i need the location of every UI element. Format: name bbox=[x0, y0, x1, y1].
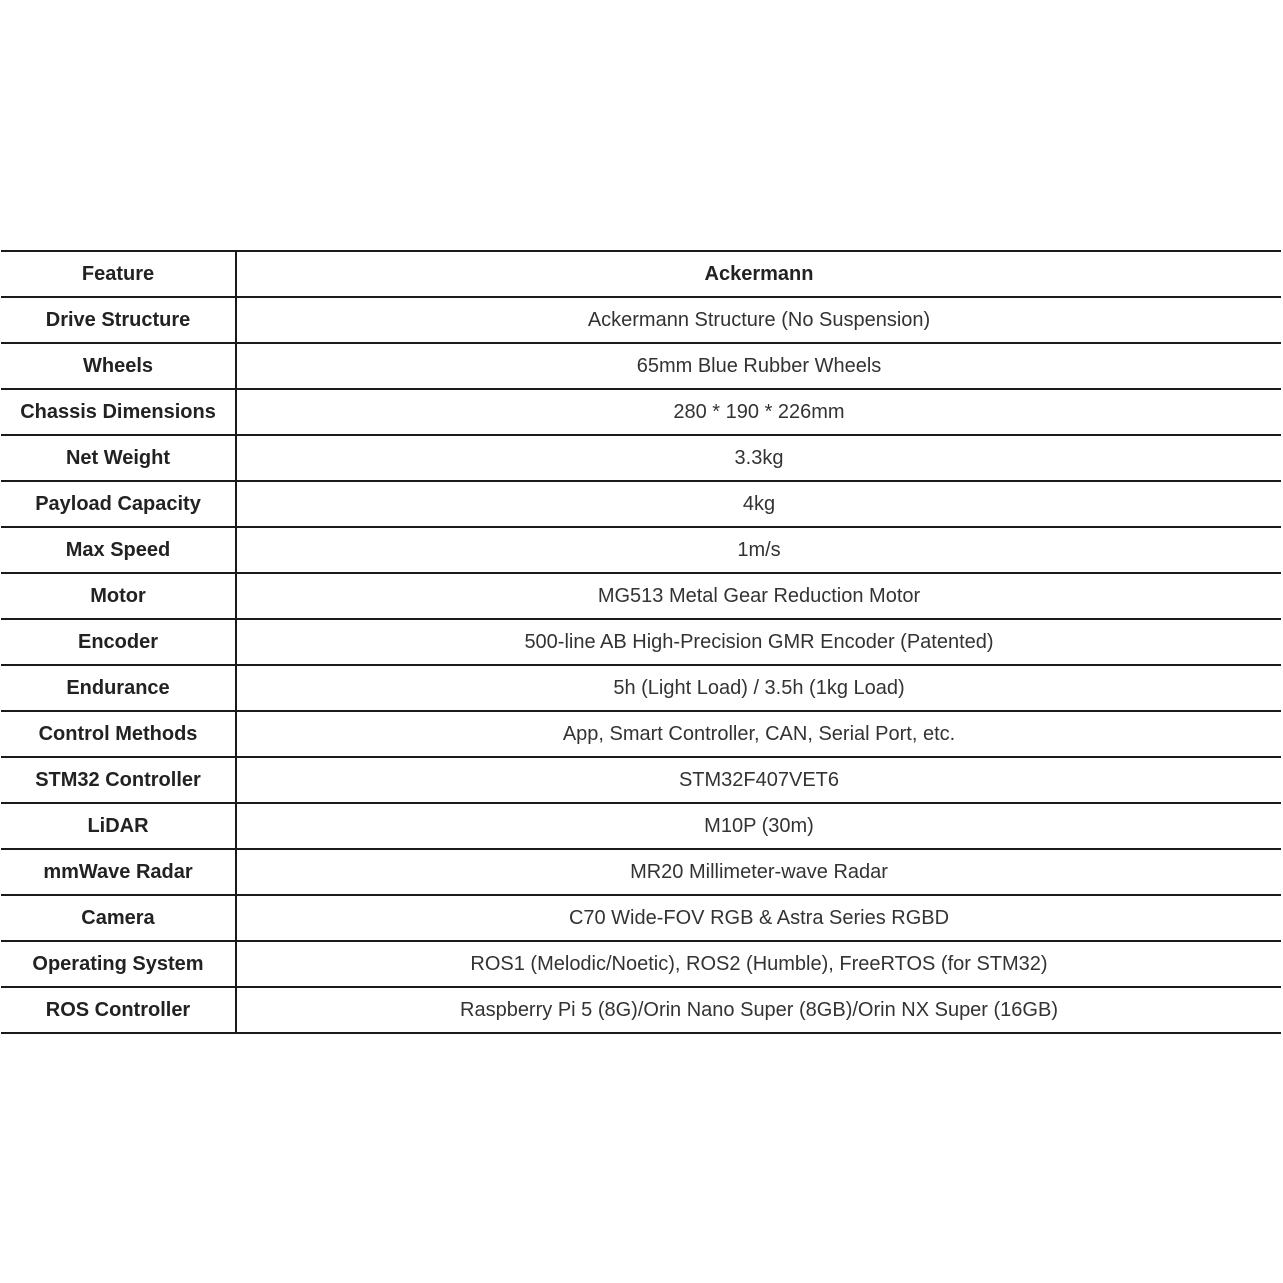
table-row bbox=[1, 665, 1281, 711]
feature-value: ROS1 (Melodic/Noetic), ROS2 (Humble), FreeRTOS (for STM32) bbox=[236, 941, 1281, 987]
table-row bbox=[1, 941, 1281, 987]
table-row bbox=[1, 435, 1281, 481]
table-row bbox=[1, 895, 1281, 941]
feature-label: Net Weight bbox=[1, 435, 236, 481]
feature-label: Motor bbox=[1, 573, 236, 619]
feature-value: 500-line AB High-Precision GMR Encoder (Patented) bbox=[236, 619, 1281, 665]
table-row bbox=[1, 711, 1281, 757]
feature-value: App, Smart Controller, CAN, Serial Port, etc. bbox=[236, 711, 1281, 757]
feature-label: Payload Capacity bbox=[1, 481, 236, 527]
feature-value: M10P (30m) bbox=[236, 803, 1281, 849]
feature-value: 5h (Light Load) / 3.5h (1kg Load) bbox=[236, 665, 1281, 711]
table-header-row bbox=[1, 251, 1281, 297]
table-row bbox=[1, 481, 1281, 527]
feature-value: 1m/s bbox=[236, 527, 1281, 573]
feature-label: Control Methods bbox=[1, 711, 236, 757]
table-row bbox=[1, 343, 1281, 389]
feature-label: ROS Controller bbox=[1, 987, 236, 1033]
feature-value: STM32F407VET6 bbox=[236, 757, 1281, 803]
feature-label: Operating System bbox=[1, 941, 236, 987]
table-row bbox=[1, 619, 1281, 665]
feature-label: mmWave Radar bbox=[1, 849, 236, 895]
feature-label: Drive Structure bbox=[1, 297, 236, 343]
table-row bbox=[1, 757, 1281, 803]
feature-value: MR20 Millimeter-wave Radar bbox=[236, 849, 1281, 895]
feature-value: 280 * 190 * 226mm bbox=[236, 389, 1281, 435]
feature-value: C70 Wide-FOV RGB & Astra Series RGBD bbox=[236, 895, 1281, 941]
feature-value: 4kg bbox=[236, 481, 1281, 527]
column-header-feature: Feature bbox=[1, 251, 236, 297]
feature-label: Max Speed bbox=[1, 527, 236, 573]
table-row bbox=[1, 389, 1281, 435]
feature-label: Endurance bbox=[1, 665, 236, 711]
table-row bbox=[1, 297, 1281, 343]
table-row bbox=[1, 573, 1281, 619]
table-row bbox=[1, 987, 1281, 1033]
table-row bbox=[1, 849, 1281, 895]
feature-label: Wheels bbox=[1, 343, 236, 389]
feature-value: 3.3kg bbox=[236, 435, 1281, 481]
feature-value: MG513 Metal Gear Reduction Motor bbox=[236, 573, 1281, 619]
feature-label: Chassis Dimensions bbox=[1, 389, 236, 435]
table-row bbox=[1, 803, 1281, 849]
feature-label: Encoder bbox=[1, 619, 236, 665]
column-header-ackermann: Ackermann bbox=[236, 251, 1281, 297]
spec-table bbox=[1, 250, 1281, 1034]
feature-value: Ackermann Structure (No Suspension) bbox=[236, 297, 1281, 343]
feature-value: Raspberry Pi 5 (8G)/Orin Nano Super (8GB)/Orin NX Super (16GB) bbox=[236, 987, 1281, 1033]
feature-value: 65mm Blue Rubber Wheels bbox=[236, 343, 1281, 389]
feature-label: Camera bbox=[1, 895, 236, 941]
table-row bbox=[1, 527, 1281, 573]
feature-label: STM32 Controller bbox=[1, 757, 236, 803]
feature-label: LiDAR bbox=[1, 803, 236, 849]
